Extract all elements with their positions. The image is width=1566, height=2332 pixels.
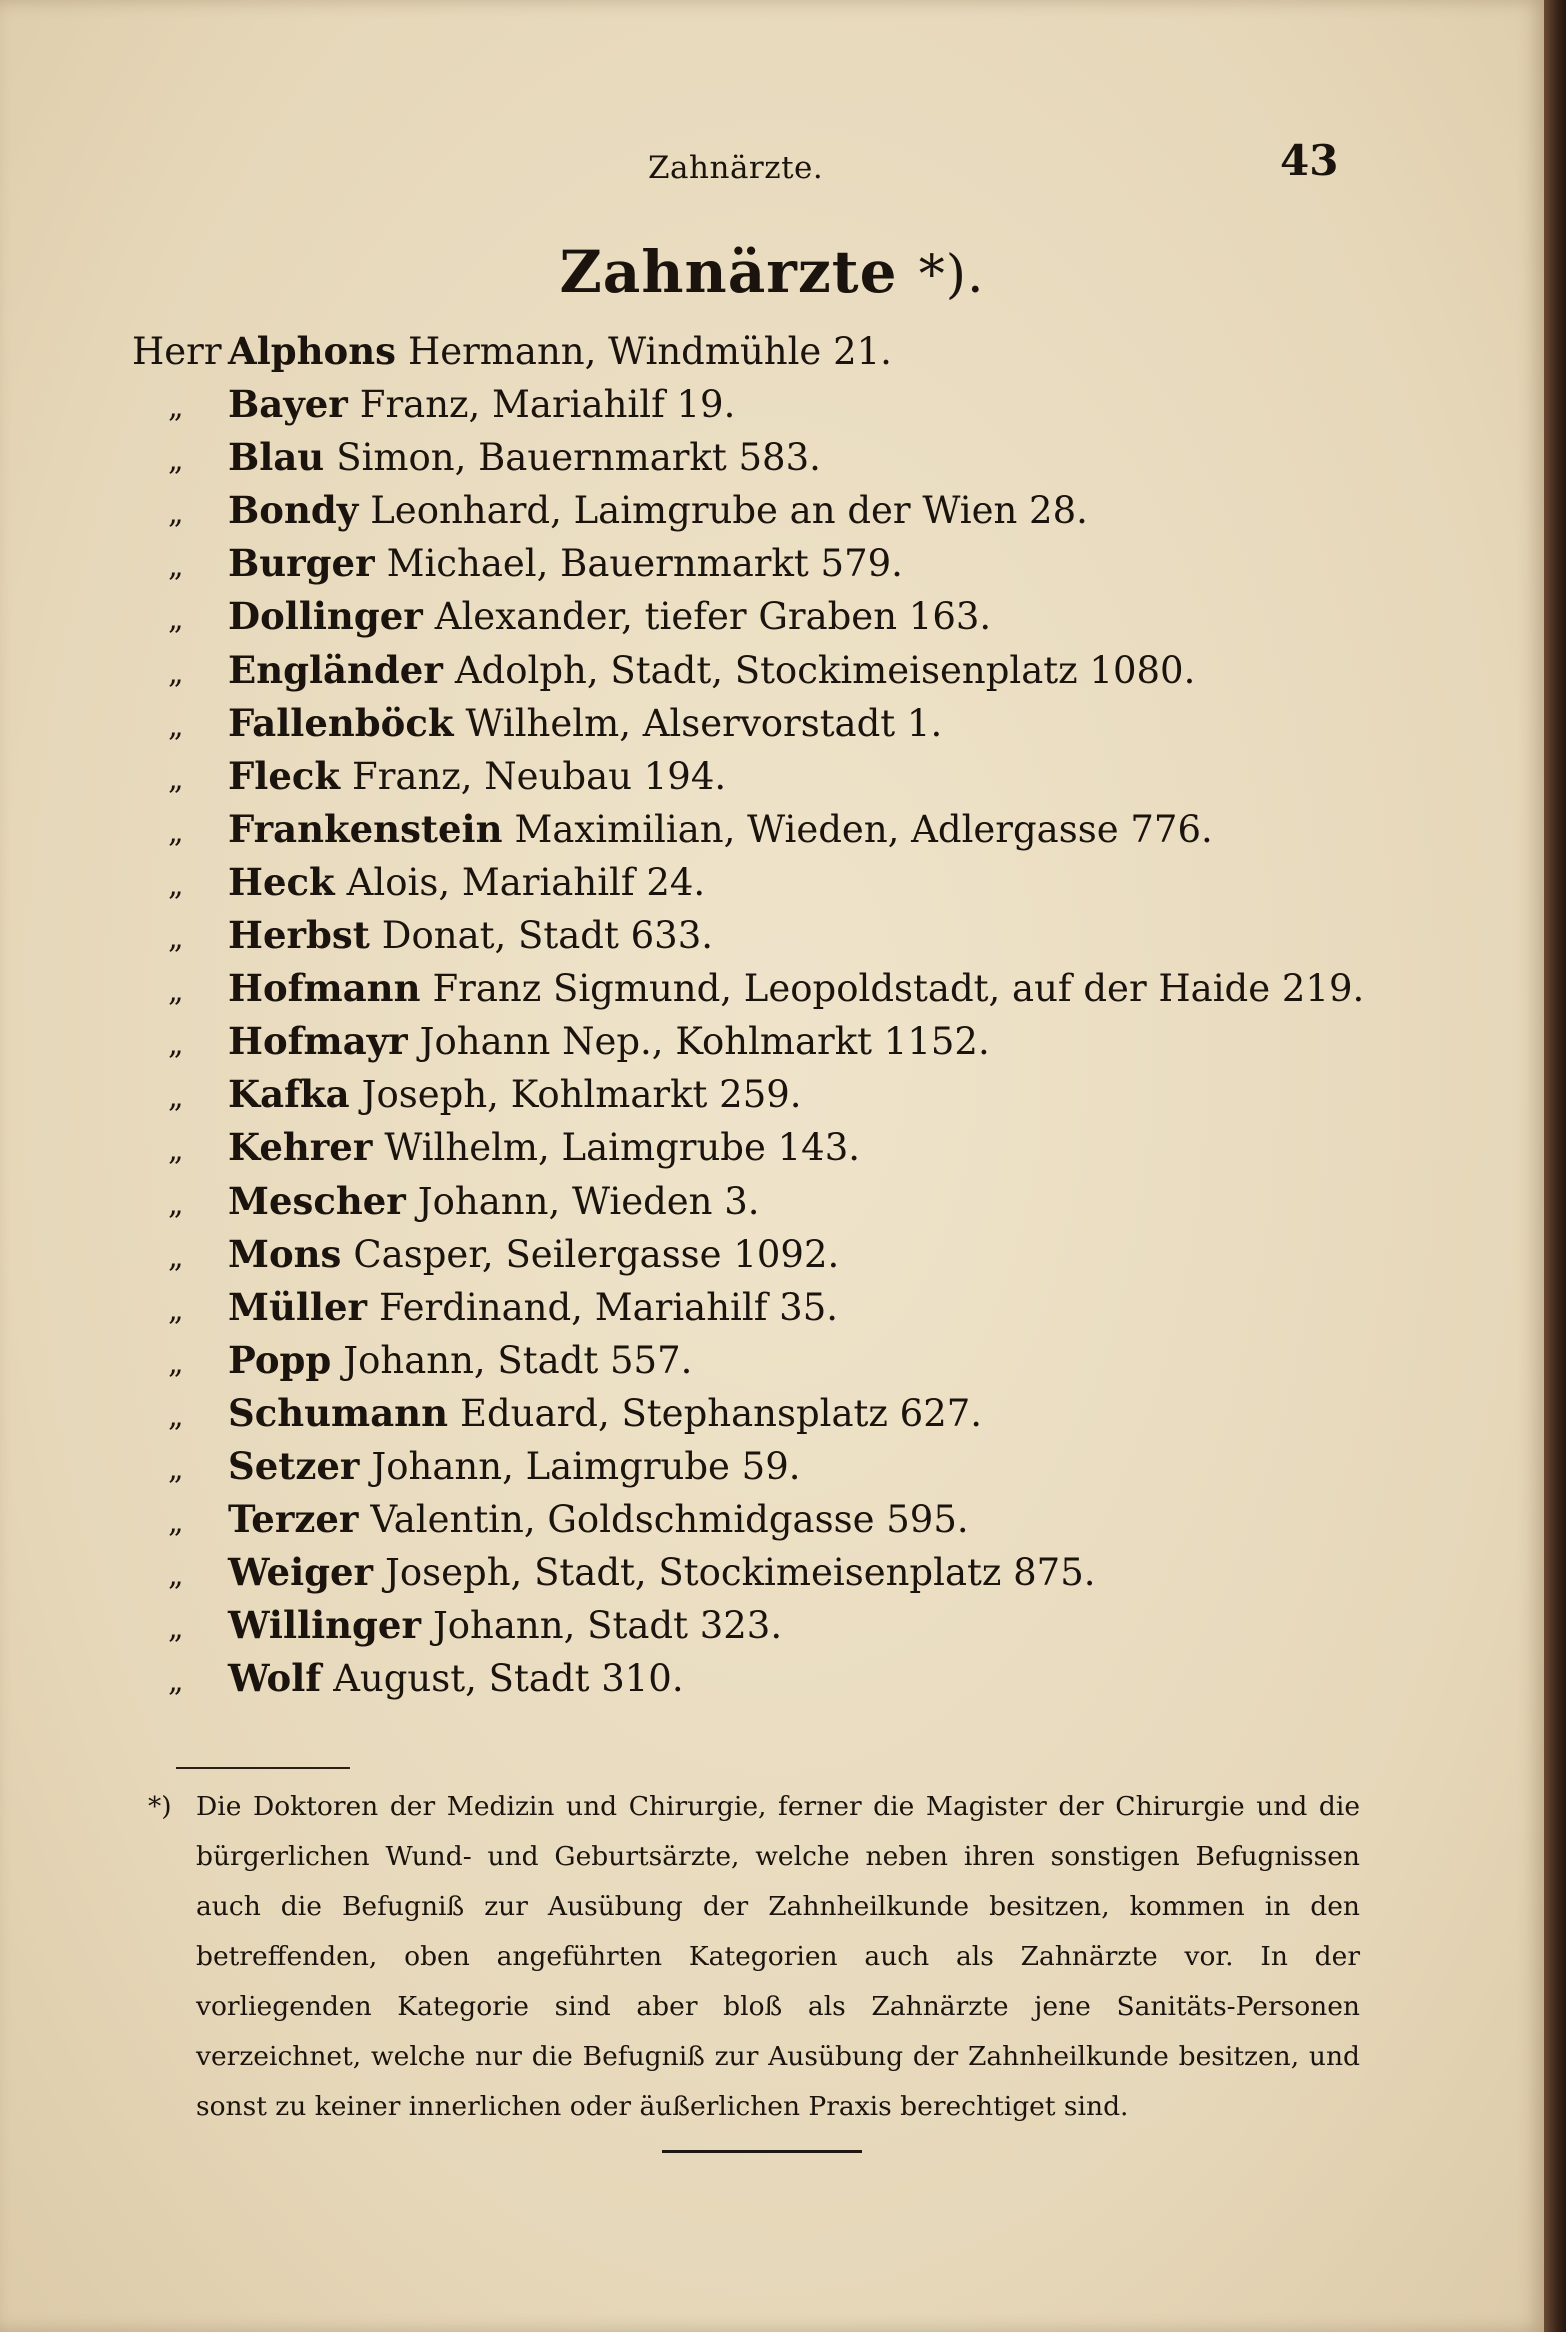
list-item xyxy=(132,1281,1432,1334)
entry-prefix: „ xyxy=(168,708,184,744)
list-item xyxy=(132,325,1432,378)
entry-surname: Fleck xyxy=(228,753,341,798)
entry-details: Eduard, Stephansplatz 627. xyxy=(459,1391,983,1435)
entry-surname: Kehrer xyxy=(228,1125,373,1170)
book-edge xyxy=(1544,0,1566,2332)
entry-surname: Blau xyxy=(228,435,325,480)
entry-prefix: „ xyxy=(168,1080,184,1116)
list-item xyxy=(132,1493,1432,1546)
entry-surname: Bayer xyxy=(228,382,348,427)
section-title xyxy=(0,238,1544,306)
entry-surname: Kafka xyxy=(228,1072,350,1117)
entry-details: Johann, Stadt 557. xyxy=(343,1338,693,1382)
list-item xyxy=(132,1334,1432,1387)
entry-surname: Hofmann xyxy=(228,966,421,1011)
entry-details: Joseph, Stadt, Stockimeisenplatz 875. xyxy=(385,1551,1096,1595)
entry-prefix: „ xyxy=(168,390,184,426)
page-number: 43 xyxy=(1280,136,1339,185)
list-item xyxy=(132,856,1432,909)
list-item xyxy=(132,1175,1432,1228)
entry-surname: Dollinger xyxy=(228,594,423,639)
title-footnote-mark: *). xyxy=(918,245,985,305)
entry-details: Franz, Neubau 194. xyxy=(352,754,727,798)
entry-surname: Terzer xyxy=(228,1497,359,1542)
entry-details: Wilhelm, Alservorstadt 1. xyxy=(465,701,943,745)
entry-surname: Mescher xyxy=(228,1178,406,1223)
entry-prefix: Herr xyxy=(132,330,222,373)
entry-details: Alexander, tiefer Graben 163. xyxy=(434,595,992,639)
list-item xyxy=(132,1015,1432,1068)
list-item xyxy=(132,1228,1432,1281)
list-item xyxy=(132,537,1432,590)
entry-prefix: „ xyxy=(168,443,184,479)
list-item xyxy=(132,378,1432,431)
entry-surname: Fallenböck xyxy=(228,700,454,745)
entry-prefix: „ xyxy=(168,496,184,532)
entry-surname: Popp xyxy=(228,1337,332,1382)
entry-details: Johann, Stadt 323. xyxy=(432,1604,783,1648)
entry-details: Valentin, Goldschmidgasse 595. xyxy=(370,1498,969,1542)
entry-surname: Setzer xyxy=(228,1443,360,1488)
entry-details: Leonhard, Laimgrube an der Wien 28. xyxy=(370,489,1088,533)
list-item xyxy=(132,590,1432,643)
entry-details: Donat, Stadt 633. xyxy=(381,914,713,958)
end-rule xyxy=(662,2150,862,2153)
entry-prefix: „ xyxy=(168,1027,184,1063)
list-item xyxy=(132,1068,1432,1121)
entry-details: Alois, Mariahilf 24. xyxy=(346,860,706,904)
list-item xyxy=(132,962,1432,1015)
entry-details: Adolph, Stadt, Stockimeisenplatz 1080. xyxy=(454,648,1196,692)
entry-prefix: „ xyxy=(168,1611,184,1647)
list-item xyxy=(132,803,1432,856)
entry-details: Maximilian, Wieden, Adlergasse 776. xyxy=(514,807,1213,851)
entry-details: Casper, Seilergasse 1092. xyxy=(353,1232,840,1276)
entry-details: August, Stadt 310. xyxy=(333,1657,684,1701)
entry-surname: Engländer xyxy=(228,647,443,692)
list-item xyxy=(132,909,1432,962)
list-item xyxy=(132,1121,1432,1174)
entry-prefix: „ xyxy=(168,1451,184,1487)
section-title-text: Zahnärzte xyxy=(559,238,898,306)
entry-details: Hermann, Windmühle 21. xyxy=(407,330,892,373)
entry-surname: Schumann xyxy=(228,1390,448,1435)
entry-surname: Weiger xyxy=(228,1550,374,1595)
list-item xyxy=(132,1652,1432,1705)
list-item xyxy=(132,1440,1432,1493)
entry-prefix: „ xyxy=(168,1345,184,1381)
entry-prefix: „ xyxy=(168,1186,184,1222)
entry-prefix: „ xyxy=(168,1558,184,1594)
entry-prefix: „ xyxy=(168,1133,184,1169)
list-item xyxy=(132,644,1432,697)
entry-surname: Frankenstein xyxy=(228,806,503,851)
running-head: Zahnärzte. xyxy=(648,150,824,186)
entry-prefix: „ xyxy=(168,602,184,638)
entry-surname: Hofmayr xyxy=(228,1019,408,1064)
entry-surname: Müller xyxy=(228,1284,368,1329)
entry-details: Johann, Laimgrube 59. xyxy=(371,1444,801,1488)
list-item xyxy=(132,431,1432,484)
list-item xyxy=(132,697,1432,750)
entry-surname: Mons xyxy=(228,1231,342,1276)
entry-prefix: „ xyxy=(168,921,184,957)
entry-prefix: „ xyxy=(168,814,184,850)
entry-prefix: „ xyxy=(168,1239,184,1275)
entry-details: Wilhelm, Laimgrube 143. xyxy=(384,1126,861,1170)
entry-details: Franz, Mariahilf 19. xyxy=(359,383,736,427)
entry-prefix: „ xyxy=(168,549,184,585)
entry-surname: Bondy xyxy=(228,488,359,533)
entry-details: Simon, Bauernmarkt 583. xyxy=(336,436,821,480)
entry-prefix: „ xyxy=(168,655,184,691)
entry-surname: Wolf xyxy=(228,1656,322,1701)
entry-prefix: „ xyxy=(168,761,184,797)
list-item xyxy=(132,750,1432,803)
entry-prefix: „ xyxy=(168,1292,184,1328)
entry-surname: Alphons xyxy=(228,329,396,373)
footnote-divider xyxy=(176,1767,350,1769)
entry-surname: Herbst xyxy=(228,913,370,958)
footnote-mark: *) xyxy=(148,1791,172,1822)
entry-details: Franz Sigmund, Leopoldstadt, auf der Haide 219. xyxy=(432,967,1365,1011)
entry-details: Johann, Wieden 3. xyxy=(417,1179,760,1223)
dentist-list xyxy=(132,325,1432,1705)
entry-prefix: „ xyxy=(168,1505,184,1541)
entry-surname: Burger xyxy=(228,541,375,586)
entry-details: Ferdinand, Mariahilf 35. xyxy=(379,1285,839,1329)
entry-prefix: „ xyxy=(168,1664,184,1700)
footnote-text: Die Doktoren der Medizin und Chirurgie, ferner die Magister der Chirurgie und die bürgerlichen Wund- und Geburtsärzte, welche neben ihren sonstigen Befugnissen auch die Befugniß zur Ausübung der Zahnheilkunde besitzen, kommen in den betreffenden, oben angeführten Kategorien auch als Zahnärzte vor. In der vorliegenden Kategorie sind aber bloß als Zahnärzte jene Sanitäts-Personen verzeichnet, welche nur die Befugniß zur Ausübung der Zahnheilkunde besitzen, und sonst zu keiner innerlichen oder äußerlichen Praxis berechtiget sind. xyxy=(196,1791,1360,2122)
entry-details: Johann Nep., Kohlmarkt 1152. xyxy=(419,1020,990,1064)
entry-surname: Heck xyxy=(228,859,335,904)
entry-surname: Willinger xyxy=(228,1603,421,1648)
list-item xyxy=(132,1387,1432,1440)
list-item xyxy=(132,484,1432,537)
entry-details: Joseph, Kohlmarkt 259. xyxy=(361,1073,802,1117)
list-item xyxy=(132,1546,1432,1599)
entry-details: Michael, Bauernmarkt 579. xyxy=(386,542,903,586)
list-item xyxy=(132,1599,1432,1652)
entry-prefix: „ xyxy=(168,867,184,903)
entry-prefix: „ xyxy=(168,1398,184,1434)
footnote xyxy=(148,1782,1360,2132)
entry-prefix: „ xyxy=(168,974,184,1010)
